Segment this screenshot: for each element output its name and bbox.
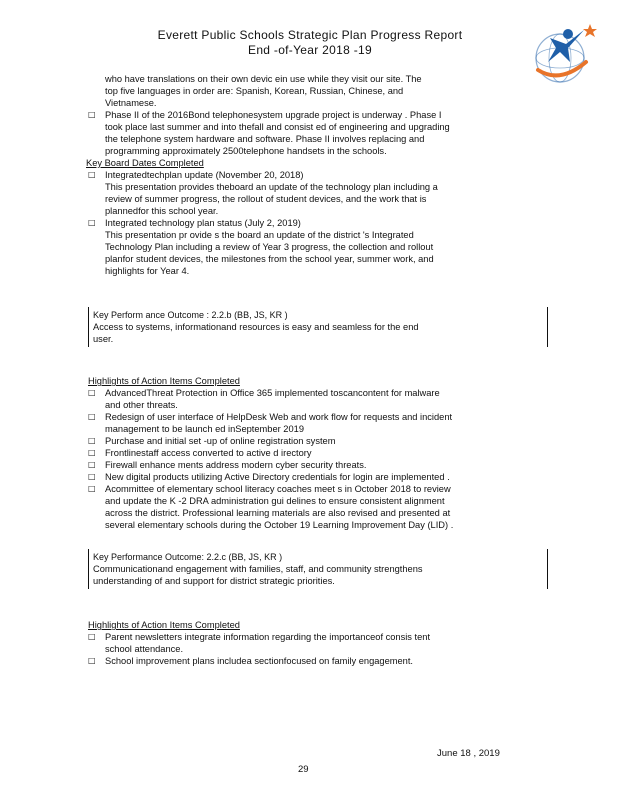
text-line: understanding of and support for district strategic priorities. — [93, 576, 335, 586]
checkbox-bullet-icon: □ — [88, 448, 96, 457]
highlight-item — [88, 435, 548, 447]
highlights-heading: Highlights of Action Items Completed — [88, 620, 240, 630]
highlight-item — [88, 631, 548, 655]
checkbox-bullet-icon: □ — [88, 218, 96, 227]
checkbox-bullet-icon: □ — [88, 436, 96, 445]
text-line: management to be launch ed inSeptember 2019 — [105, 424, 304, 434]
highlight-item — [88, 471, 548, 483]
text-line: highlights for Year 4. — [105, 266, 190, 276]
text-line: Parent newsletters integrate information regarding the importanceof consis tent — [105, 632, 431, 642]
highlights-heading: Highlights of Action Items Completed — [88, 376, 240, 386]
text-line: school attendance. — [105, 644, 184, 654]
text-line: several elementary schools during the October 19 Learning Improvement Day (LID) . — [105, 520, 454, 530]
kpo-title: Key Performance Outcome: 2.2.c (BB, JS, KR ) — [93, 552, 283, 562]
text-line: and update the K -2 DRA administration gui delines to ensure consistent alignment — [105, 496, 445, 506]
text-line: planfor student devices, the milestones from the school year, summer work, and — [105, 254, 434, 264]
highlight-item — [88, 655, 548, 667]
text-line: Technology Plan including a review of Year 3 progress, the collection and rollout — [105, 242, 434, 252]
report-body — [88, 73, 548, 667]
text-line: School improvement plans includea sectionfocused on family engagement. — [105, 656, 414, 666]
key-board-dates-heading: Key Board Dates Completed — [86, 158, 204, 168]
report-date: June 18 , 2019 — [437, 748, 500, 759]
key-performance-outcome-box — [88, 307, 548, 347]
text-line: This presentation provides theboard an update of the technology plan including a — [105, 182, 438, 192]
checkbox-bullet-icon: □ — [88, 484, 96, 493]
text-line: review of summer progress, the rollout of student devices, and the work that is — [105, 194, 427, 204]
phase-bullet — [88, 109, 548, 157]
text-line: user. — [93, 334, 114, 344]
page-number: 29 — [298, 764, 309, 775]
text-line: Access to systems, informationand resources is easy and seamless for the end — [93, 322, 419, 332]
intro-continuation — [88, 73, 548, 109]
text-line: New digital products utilizing Active Directory credentials for login are implemented . — [105, 472, 450, 482]
header-subtitle: End -of-Year 2018 -19 — [248, 43, 372, 57]
checkbox-bullet-icon: □ — [88, 170, 96, 179]
text-line: Firewall enhance ments address modern cyber security threats. — [105, 460, 367, 470]
highlight-item — [88, 483, 548, 531]
checkbox-bullet-icon: □ — [88, 656, 96, 665]
text-line: Frontlinestaff access converted to active d irectory — [105, 448, 312, 458]
checkbox-bullet-icon: □ — [88, 460, 96, 469]
text-line: Phase II of the 2016Bond telephonesystem upgrade project is underway . Phase I — [105, 110, 442, 120]
highlight-item — [88, 459, 548, 471]
highlight-item — [88, 447, 548, 459]
text-line: Communicationand engagement with families, staff, and community strengthens — [93, 564, 423, 574]
kpo-title: Key Perform ance Outcome : 2.2.b (BB, JS, KR ) — [93, 310, 288, 320]
text-line: plannedfor this school year. — [105, 206, 219, 216]
highlight-item — [88, 411, 548, 435]
board-date-title: Integratedtechplan update (November 20, 2018) — [105, 170, 304, 180]
text-line: AdvancedThreat Protection in Office 365 implemented toscancontent for malware — [105, 388, 440, 398]
checkbox-bullet-icon: □ — [88, 632, 96, 641]
text-line: across the district. Professional learning materials are also revised and presented at — [105, 508, 451, 518]
board-date-item — [88, 217, 548, 277]
checkbox-bullet-icon: □ — [88, 472, 96, 481]
text-line: Vietnamese. — [105, 98, 157, 108]
text-line: top five languages in order are: Spanish, Korean, Russian, Chinese, and — [105, 86, 404, 96]
highlight-item — [88, 387, 548, 411]
text-line: and other threats. — [105, 400, 178, 410]
key-performance-outcome-box — [88, 549, 548, 589]
text-line: the telephone system hardware and software. Phase II involves replacing and — [105, 134, 425, 144]
board-date-title: Integrated technology plan status (July 2, 2019) — [105, 218, 301, 228]
report-header — [110, 28, 510, 58]
board-date-item — [88, 169, 548, 217]
text-line: This presentation pr ovide s the board an update of the district 's Integrated — [105, 230, 414, 240]
header-title: Everett Public Schools Strategic Plan Progress Report — [157, 28, 463, 42]
text-line: Acommittee of elementary school literacy coaches meet s in October 2018 to review — [105, 484, 451, 494]
text-line: programming approximately 2500telephone handsets in the schools. — [105, 146, 387, 156]
text-line: Redesign of user interface of HelpDesk Web and work flow for requests and incident — [105, 412, 453, 422]
text-line: took place last summer and into thefall and consist ed of engineering and upgrading — [105, 122, 450, 132]
checkbox-bullet-icon: □ — [88, 412, 96, 421]
checkbox-bullet-icon: □ — [88, 110, 96, 119]
text-line: Purchase and initial set -up of online registration system — [105, 436, 336, 446]
text-line: who have translations on their own devic ein use while they visit our site. The — [105, 74, 422, 84]
checkbox-bullet-icon: □ — [88, 388, 96, 397]
